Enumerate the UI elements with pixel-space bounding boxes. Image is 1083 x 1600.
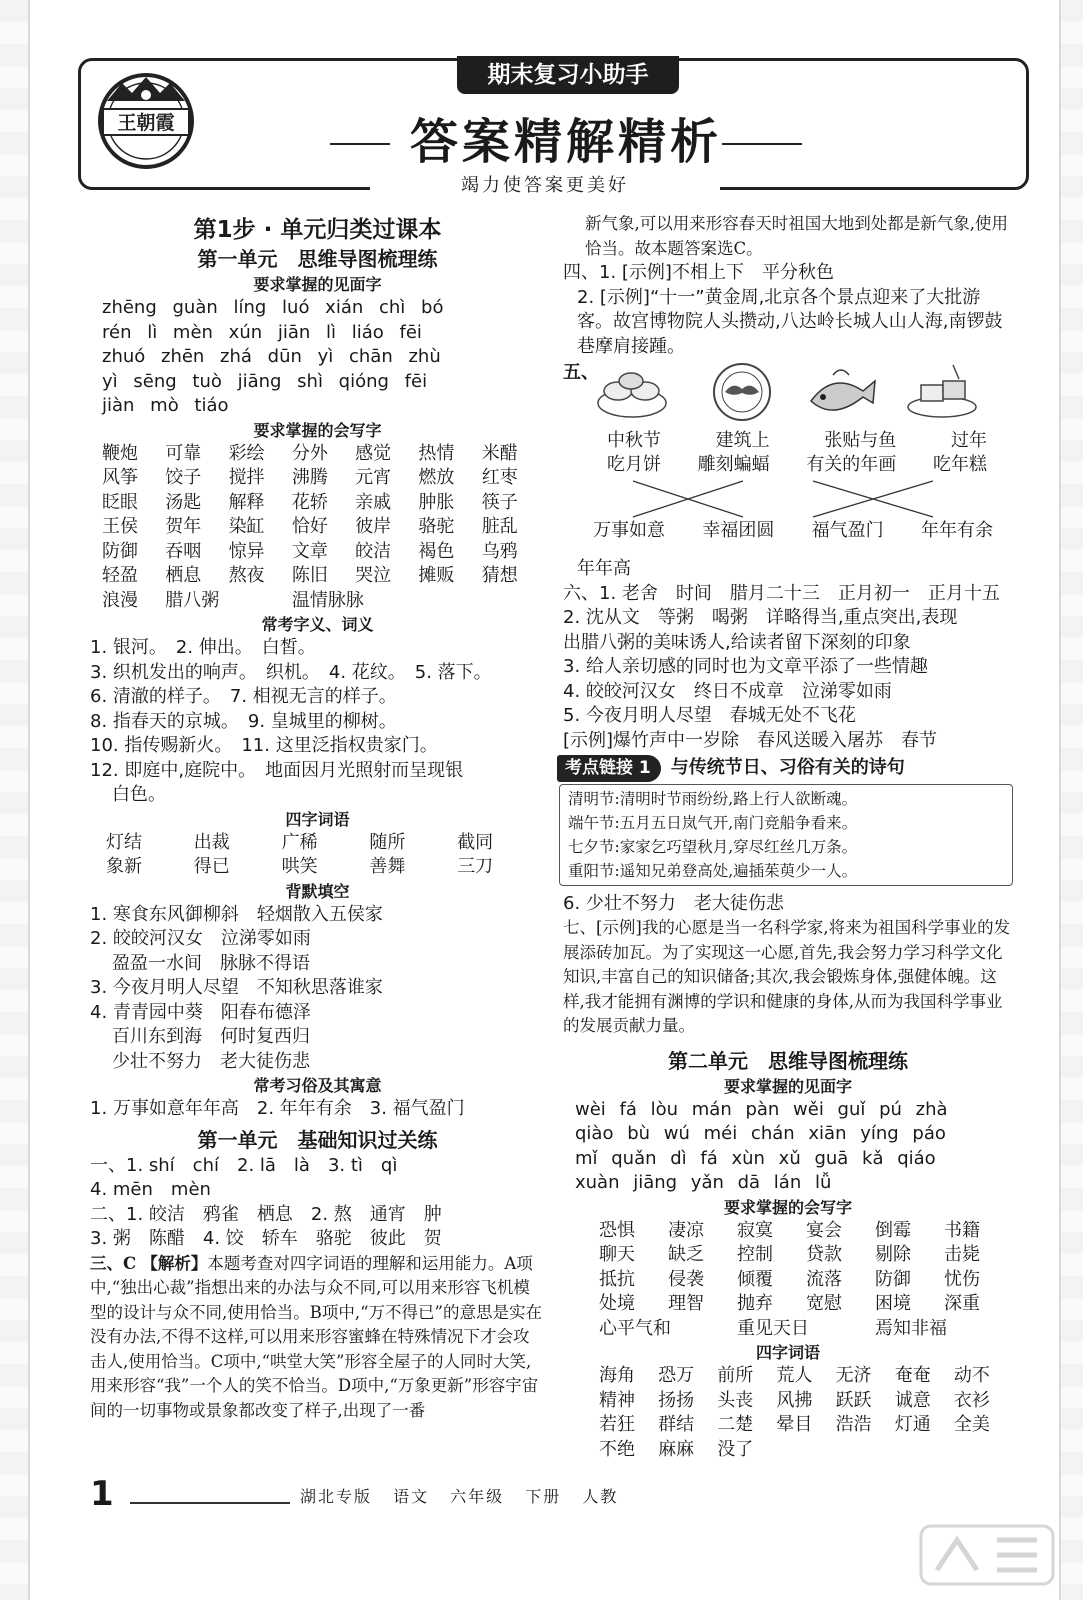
word-cell: 诚意 (894, 1389, 931, 1411)
word-cell: 恰好 (291, 516, 328, 537)
word-cell: 麻麻 (658, 1438, 695, 1460)
word-cell: 热情 (418, 442, 455, 464)
word-cell: 恐惧 (599, 1219, 635, 1241)
word-cell: 风拂 (776, 1389, 813, 1411)
six-line: 六、1. 老舍 时间 腊月二十三 正月初一 正月十五 (563, 582, 1000, 604)
word-cell: 晕目 (776, 1414, 813, 1435)
word-cell: 花轿 (291, 491, 328, 513)
word-cell: 分外 (291, 442, 328, 464)
word-cell: 汤匙 (165, 491, 202, 513)
six-line: 3. 给人亲切感的同时也为文章平添了一些情趣 (563, 656, 928, 677)
analysis-answer: 三、C (90, 1253, 137, 1273)
basic-line: 4. mēn mèn (90, 1179, 211, 1200)
poem-line: 七夕节:家家乞巧望秋月,穿尽红丝几万条。 (568, 837, 858, 856)
word-cell: 宴会 (806, 1219, 842, 1241)
word-cell: 彼岸 (355, 516, 392, 537)
pinyin-line: qiào bù wú méi chán xiān yíng páo (575, 1123, 946, 1144)
word-cell: 肿胀 (418, 491, 455, 513)
six-line: 出腊八粥的美味诱人,给读者留下深刻的印象 (563, 631, 911, 653)
unit1-basic-title: 第一单元 基础知识过关练 (197, 1127, 438, 1152)
write-word-grid (90, 442, 545, 614)
subheading-meaning: 常考字义、词义 (261, 615, 374, 634)
subheading-custom: 常考习俗及其寓意 (253, 1076, 382, 1095)
word-cell: 眨眼 (102, 491, 138, 513)
word-cell: 聊天 (599, 1244, 635, 1265)
slogan-line-left (330, 143, 390, 145)
custom-item: 雕刻蝙蝠 (697, 454, 770, 475)
word-cell: 不绝 (599, 1438, 635, 1460)
word-cell: 摊贩 (418, 565, 455, 586)
six-block (563, 582, 1013, 754)
header-title: 答案精解精析 (409, 114, 722, 170)
four-word-row (563, 1413, 1013, 1438)
four-word-row (563, 1389, 1013, 1414)
meaning-line: 10. 指传赐新火。 11. 这里泛指权贵家门。 (90, 735, 438, 756)
analysis-text: 本题考查对四字词语的理解和运用能力。A项中,“独出心裁”指想出来的办法与众不同,可以用来形容飞机模型的设计与众不同,使用恰当。B项中,“万不得已”的意思是实在没有办法,不得不这样,可以用来形容蜜蜂在特殊情况下才会攻击人,使用恰当。C项中,“哄堂大笑”形容全屋子的人同时大笑,用来形容“我”一个人的笑不恰当。D项中,“万象更新”形容宇宙间的一切事物或景象都改变了样子,出现了一番 (90, 1253, 542, 1420)
word-cell: 得已 (193, 856, 230, 877)
word-cell: 温情脉脉 (291, 589, 364, 611)
word-cell: 腊八粥 (165, 589, 220, 611)
word-cell: 彩绘 (228, 442, 265, 464)
meaning-line: 8. 指春天的京城。 9. 皇城里的柳树。 (90, 710, 397, 732)
word-cell: 抛弃 (737, 1293, 773, 1314)
right-column (563, 212, 1013, 1462)
word-cell: 贺年 (165, 516, 202, 537)
poem-line: 重阳节:遥知兄弟登高处,遍插茱萸少一人。 (568, 861, 858, 880)
step-title: 第1步 · 单元归类过课本 (193, 217, 442, 243)
word-cell: 流落 (806, 1268, 842, 1290)
word-cell: 褐色 (418, 540, 455, 562)
word-cell: 风筝 (102, 467, 138, 488)
word-cell: 三刀 (457, 856, 494, 877)
pinyin-line: wèi fá lòu mán pàn wěi guǐ pú zhà (575, 1098, 948, 1120)
word-cell: 倒霉 (875, 1219, 911, 1241)
word-cell: 可靠 (165, 442, 202, 464)
key-point-bar (557, 755, 1013, 782)
recite-line: 百川东到海 何时复西归 (112, 1026, 310, 1047)
word-cell: 骆驼 (418, 516, 455, 537)
fish-painting-icon (803, 361, 881, 423)
word-cell: 红枣 (481, 467, 518, 488)
meaning-item: 万事如意 (593, 520, 665, 541)
word-cell: 击毙 (944, 1244, 980, 1265)
matching-lines (563, 479, 1013, 519)
six-line: 4. 皎皎河汉女 终日不成章 泣涕零如雨 (563, 680, 892, 702)
four-word-row (90, 855, 545, 880)
six-6-line: 6. 少壮不努力 老大徒伤悲 (563, 892, 784, 914)
subheading-recite: 背默填空 (285, 881, 350, 901)
pinyin-line: xuàn jiāng yǎn dā lán lǚ (575, 1172, 832, 1193)
word-cell: 心平气和 (599, 1317, 671, 1339)
unit2-subheading-four: 四字词语 (755, 1343, 820, 1362)
word-cell: 侵袭 (668, 1268, 704, 1290)
word-cell: 王侯 (102, 516, 138, 537)
festival-item: 过年 (950, 430, 987, 451)
basic-line: 一、1. shí chí 2. lā là 3. tì qì (90, 1154, 398, 1176)
word-cell: 困境 (875, 1293, 911, 1314)
mooncake-icon (593, 361, 671, 423)
unit2-title: 第二单元 思维导图梳理练 (668, 1048, 908, 1073)
word-cell: 控制 (737, 1244, 773, 1265)
word-cell: 全美 (953, 1414, 990, 1435)
word-cell: 跃跃 (835, 1389, 872, 1411)
custom-item: 吃年糕 (932, 454, 987, 475)
header-box (78, 58, 1029, 190)
answer-four-1: 四、1. [示例]不相上下 平分秋色 (563, 262, 834, 283)
word-cell: 善舞 (369, 856, 406, 877)
pinyin-line: mǐ quǎn dì fá xùn xǔ guā kǎ qiáo (575, 1147, 936, 1169)
subheading-write: 要求掌握的会写字 (253, 420, 382, 440)
carved-bat-icon (703, 361, 781, 423)
unit2-write-word-grid (563, 1219, 1013, 1342)
festival-image-row (563, 359, 1013, 429)
word-cell: 解释 (228, 491, 265, 513)
word-cell: 轻盈 (102, 565, 138, 586)
key-point-title: 与传统节日、习俗有关的诗句 (670, 757, 905, 778)
meaning-extra: 年年高 (577, 558, 631, 579)
word-cell: 防御 (875, 1268, 911, 1290)
custom-row (607, 453, 987, 478)
word-cell: 陈旧 (291, 565, 328, 586)
recite-line: 2. 皎皎河汉女 泣涕零如雨 (90, 928, 311, 949)
word-cell: 抵抗 (599, 1268, 635, 1290)
six-line: 5. 今夜月明人尽望 春城无处不飞花 (563, 705, 856, 726)
word-cell: 饺子 (165, 467, 202, 488)
answer-five-label: 五、 (563, 362, 599, 383)
key-point-badge: 考点链接 1 (557, 755, 661, 782)
four-word-row (90, 831, 545, 856)
word-cell: 文章 (291, 540, 328, 562)
svg-text:王朝霞: 王朝霞 (117, 112, 175, 134)
word-cell: 焉知非福 (875, 1317, 947, 1339)
pinyin-line: zhuó zhēn zhá dūn yì chān zhù (102, 346, 441, 367)
meaning-item: 福气盈门 (811, 520, 884, 541)
word-cell: 凄凉 (668, 1219, 704, 1241)
word-cell: 脏乱 (481, 516, 518, 537)
festival-item: 中秋节 (607, 430, 661, 451)
rice-cake-icon (903, 361, 981, 423)
word-cell: 灯通 (894, 1414, 931, 1435)
word-cell: 剔除 (875, 1244, 911, 1265)
word-cell: 亲戚 (355, 491, 392, 513)
recite-line: 1. 寒食东风御柳斜 轻烟散入五侯家 (90, 903, 383, 925)
four-word-row (563, 1438, 1013, 1463)
word-cell: 哭泣 (355, 565, 392, 586)
word-cell: 二楚 (717, 1414, 754, 1435)
meaning-line: 白色。 (112, 784, 166, 805)
brand-seal-icon (87, 71, 205, 171)
word-cell: 栖息 (165, 565, 202, 586)
four-word-row (563, 1364, 1013, 1389)
six-line: 2. 沈从文 等粥 喝粥 详略得当,重点突出,表现 (563, 607, 958, 628)
word-cell: 处境 (599, 1293, 635, 1314)
word-cell: 寂寞 (737, 1219, 773, 1241)
poem-box (559, 784, 1013, 886)
word-cell: 深重 (944, 1293, 980, 1314)
word-cell: 象新 (106, 856, 142, 877)
word-cell: 重见天日 (737, 1317, 809, 1339)
meaning-item: 年年有余 (920, 520, 993, 541)
word-cell: 动不 (953, 1365, 990, 1386)
word-cell: 无济 (835, 1365, 872, 1386)
left-column (90, 215, 545, 1423)
word-cell: 忧伤 (944, 1268, 980, 1290)
word-cell: 扬扬 (658, 1389, 695, 1411)
word-cell: 出裁 (193, 831, 230, 853)
subheading-recognize: 要求掌握的见面字 (253, 275, 382, 294)
word-cell: 没了 (717, 1438, 754, 1460)
word-cell: 群结 (658, 1414, 695, 1435)
recite-line: 4. 青青园中葵 阳春布德泽 (90, 1001, 311, 1023)
word-cell: 浩浩 (835, 1414, 872, 1435)
basic-block (90, 1154, 545, 1252)
pinyin-line: yì sēng tuò jiāng shì qióng fēi (102, 370, 428, 392)
meaning-line: 6. 清澈的样子。 7. 相视无言的样子。 (90, 686, 397, 707)
custom-item: 有关的年画 (806, 454, 897, 475)
meaning-line: 12. 即庭中,庭院中。 地面因月光照射而呈现银 (90, 759, 464, 781)
pinyin-block (90, 296, 545, 419)
watermark-icon (917, 1520, 1057, 1590)
meaning-block (90, 636, 545, 808)
word-cell: 防御 (102, 540, 138, 562)
analysis-paragraph (90, 1252, 545, 1424)
word-cell: 搅拌 (228, 467, 265, 488)
word-cell: 缺乏 (668, 1244, 704, 1265)
word-cell: 熬夜 (228, 565, 265, 586)
word-cell: 倾覆 (737, 1268, 773, 1290)
recite-line: 3. 今夜月明人尽望 不知秋思落谁家 (90, 977, 383, 998)
word-cell: 衣衫 (953, 1389, 990, 1411)
meaning-row (593, 519, 993, 544)
word-cell: 荒人 (776, 1365, 813, 1386)
recite-line: 盈盈一水间 脉脉不得语 (112, 952, 310, 974)
word-cell: 鞭炮 (102, 442, 138, 464)
festival-item: 建筑上 (715, 430, 770, 451)
recite-block (90, 903, 545, 1075)
custom-item: 吃月饼 (607, 454, 661, 475)
slogan-line-right (722, 143, 802, 145)
word-cell: 若狂 (599, 1414, 635, 1435)
basic-line: 3. 粥 陈醋 4. 饺 轿车 骆驼 彼此 贺 (90, 1228, 442, 1249)
word-cell: 燃放 (418, 467, 455, 488)
word-cell: 筷子 (481, 491, 518, 513)
word-cell: 感觉 (355, 442, 392, 464)
word-cell: 恐万 (658, 1365, 695, 1386)
word-cell: 染缸 (228, 516, 265, 537)
word-cell: 贷款 (806, 1244, 842, 1265)
pinyin-line: zhēng guàn líng luó xián chì bó (102, 297, 444, 318)
word-cell: 皎洁 (355, 540, 392, 562)
continued-text: 新气象,可以用来形容春天时祖国大地到处都是新气象,使用恰当。故本题答案选C。 (585, 214, 1008, 258)
word-cell: 浪漫 (102, 589, 138, 611)
recite-line: 少壮不努力 老大徒伤悲 (112, 1050, 310, 1072)
header-slogan: 竭力使答案更美好 (370, 172, 720, 200)
subheading-four: 四字词语 (285, 809, 350, 829)
meaning-line: 3. 织机发出的响声。 织机。 4. 花纹。 5. 落下。 (90, 661, 492, 683)
pinyin-line: rén lì mèn xún jiān lì liáo fēi (102, 321, 422, 343)
word-cell: 精神 (599, 1389, 635, 1411)
word-cell: 惊异 (228, 540, 265, 562)
word-cell: 书籍 (944, 1219, 980, 1241)
word-cell: 截同 (457, 831, 494, 853)
word-cell: 沸腾 (291, 467, 328, 488)
word-cell: 头丧 (717, 1389, 754, 1411)
word-cell: 米醋 (481, 442, 518, 464)
analysis-tag: 【解析】 (141, 1253, 208, 1273)
page-edge-left (0, 0, 30, 1600)
poem-line: 清明节:清明时节雨纷纷,路上行人欲断魂。 (568, 789, 858, 808)
basic-line: 二、1. 皎洁 鸦雀 栖息 2. 熬 通宵 肿 (90, 1203, 442, 1225)
unit2-pinyin-block (563, 1098, 1013, 1196)
poem-line: 端午节:五月五日岚气开,南门竞船争看来。 (568, 813, 858, 832)
unit2-subheading-write: 要求掌握的会写字 (723, 1197, 852, 1217)
word-cell: 元宵 (355, 467, 392, 488)
meaning-item: 幸福团圆 (702, 520, 775, 541)
festival-row (607, 429, 987, 454)
pinyin-line: jiàn mò tiáo (102, 395, 229, 416)
custom-line: 1. 万事如意年年高 2. 年年有余 3. 福气盈门 (90, 1098, 465, 1119)
word-cell: 海角 (599, 1365, 635, 1386)
word-cell: 猜想 (481, 565, 518, 586)
seven-paragraph: 七、[示例]我的心愿是当一名科学家,将来为祖国科学事业的发展添砖加瓦。为了实现这一心愿,首先,我会努力学习科学文化知识,丰富自己的知识储备;其次,我会锻炼身体,强健体魄。这样,我才能拥有渊博的学识和健康的身体,从而为我国科学事业的发展贡献力量。 (563, 918, 1011, 1035)
page-number: 1 (90, 1474, 114, 1514)
unit2-four-word-block (563, 1364, 1013, 1462)
word-cell: 随所 (369, 831, 406, 853)
festival-item: 张贴与鱼 (824, 430, 897, 451)
meaning-line: 1. 银河。 2. 伸出。 白皙。 (90, 637, 316, 658)
word-cell: 奄奄 (894, 1365, 931, 1386)
word-cell: 灯结 (106, 831, 142, 853)
unit2-subheading-recognize: 要求掌握的见面字 (723, 1076, 852, 1096)
word-cell: 广稀 (281, 831, 318, 853)
word-cell: 理智 (668, 1293, 704, 1314)
page-edge-right (1059, 0, 1083, 1600)
word-cell: 前所 (717, 1365, 754, 1386)
answer-four-2: 2. [示例]“十一”黄金周,北京各个景点迎来了大批游客。故宫博物院人头攒动,八达岭长城人山人海,南锣鼓巷摩肩接踵。 (577, 286, 1003, 357)
word-cell: 宽慰 (806, 1293, 842, 1314)
word-cell: 吞咽 (165, 540, 202, 562)
header-top-label: 期末复习小助手 (457, 56, 679, 94)
matching-area (563, 429, 1013, 557)
word-cell: 哄笑 (281, 856, 318, 877)
unit1-title: 第一单元 思维导图梳理练 (197, 247, 438, 271)
footer-info: 湖北专版 语文 六年级 下册 人教 (300, 1487, 619, 1506)
six-line: [示例]爆竹声中一岁除 春风送暖入屠苏 春节 (563, 729, 938, 751)
footer-rule (130, 1502, 290, 1504)
footer (90, 1474, 990, 1514)
word-cell: 乌鸦 (481, 540, 518, 562)
